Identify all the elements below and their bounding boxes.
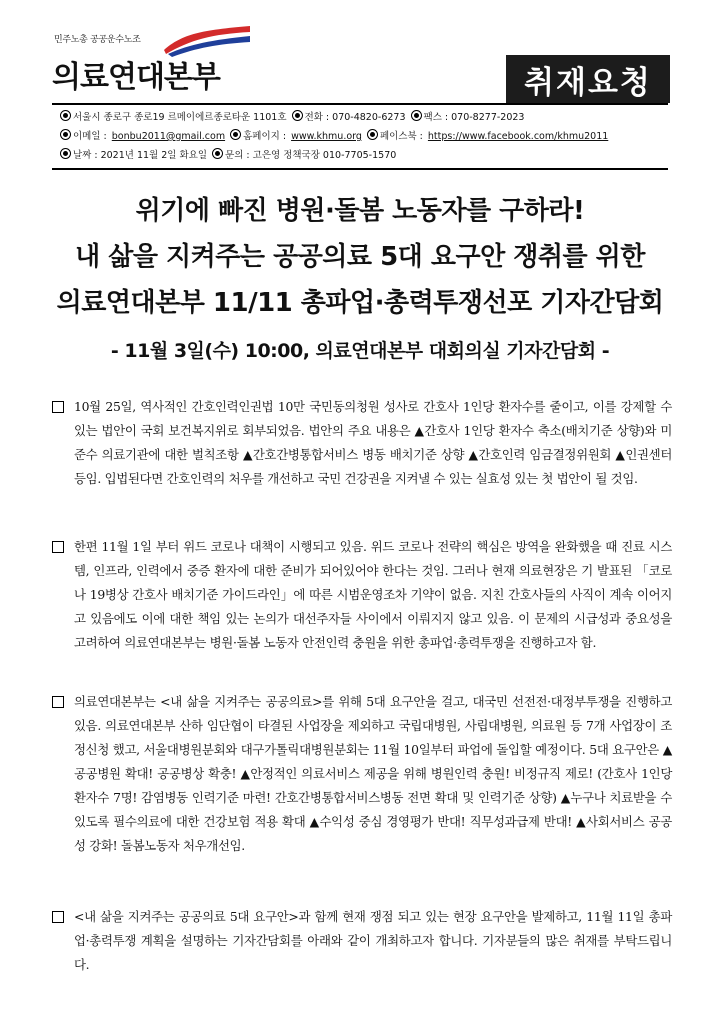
- paragraph-2: [52, 535, 672, 655]
- checkbox-bullet-icon: [52, 401, 64, 413]
- facebook-label: 페이스북 :: [379, 131, 426, 142]
- bullet-icon: [230, 129, 241, 140]
- contact-row-date: [60, 146, 670, 165]
- bullet-icon: [60, 129, 71, 140]
- paragraph-4-text: <내 삶을 지켜주는 공공의료 5대 요구안>과 함께 현재 쟁점 되고 있는 현장 요구안을 발제하고, 11월 11일 총파업·총력투쟁 계획을 설명하는 기자간담회를 아래와 같이 개최하고자 합니다. 기자분들의 많은 취재를 부탁드립니다.: [74, 909, 672, 972]
- phone-text: 전화 : 070-4820-6273: [304, 112, 406, 123]
- bullet-icon: [60, 110, 71, 121]
- contact-row-online: [60, 127, 670, 146]
- checkbox-bullet-icon: [52, 541, 64, 553]
- contact-row-address: [60, 108, 670, 127]
- header-rule-bottom: [52, 168, 668, 170]
- subtitle: - 11월 3일(수) 10:00, 의료연대본부 대회의실 기자간담회 -: [110, 340, 610, 362]
- press-request-stamp: 취재요청: [506, 55, 670, 103]
- address-text: 서울시 종로구 종로19 르메이에르종로타운 1101호: [73, 112, 287, 123]
- union-logo: [52, 24, 252, 96]
- union-federation-name: 민주노총 공공운수노조: [54, 35, 141, 45]
- header-rule-top: [52, 103, 668, 105]
- title-line-2: 내 삶을 지켜주는 공공의료 5대 요구안 쟁취를 위한: [75, 242, 645, 272]
- homepage-label: 홈페이지 :: [243, 131, 290, 142]
- bullet-icon: [367, 129, 378, 140]
- contact-block: [60, 108, 670, 165]
- checkbox-bullet-icon: [52, 911, 64, 923]
- paragraph-4: [52, 905, 672, 977]
- fax-text: 팩스 : 070-8277-2023: [423, 112, 525, 123]
- bullet-icon: [60, 148, 71, 159]
- title-line-3: 의료연대본부 11/11 총파업·총력투쟁선포 기자간담회: [56, 288, 664, 318]
- email-label: 이메일 :: [73, 131, 110, 142]
- date-text: 날짜 : 2021년 11월 2일 화요일: [73, 150, 208, 161]
- paragraph-2-text: 한편 11월 1일 부터 위드 코로나 대책이 시행되고 있음. 위드 코로나 전략의 핵심은 방역을 완화했을 때 진료 시스템, 인프라, 인력에서 중증 환자에 대한 준비가 되어있어야 한다는 것임. 그러나 현재 의료현장은 기 발표된 「코로나 19병상 간호사 배치기준 가이드라인」에 따른 시범운영조차 기약이 없음. 지친 간호사들의 사직이 계속 이어지고 있음에도 이에 대한 책임 있는 논의가 대선주자들 사이에서 이뤄지지 않고 있음. 이 문제의 시급성과 중요성을 고려하여 의료연대본부는 병원·돌봄 노동자 안전인력 충원을 위한 총파업·총력투쟁을 진행하고자 함.: [74, 539, 672, 650]
- homepage-link[interactable]: www.khmu.org: [291, 131, 362, 142]
- bullet-icon: [292, 110, 303, 121]
- contact-person-text: 문의 : 고은영 정책국장 010-7705-1570: [225, 150, 397, 161]
- union-name: 의료연대본부: [52, 60, 220, 95]
- checkbox-bullet-icon: [52, 696, 64, 708]
- bullet-icon: [212, 148, 223, 159]
- title-line-1: 위기에 빠진 병원·돌봄 노동자를 구하라!: [135, 196, 585, 226]
- facebook-link[interactable]: https://www.facebook.com/khmu2011: [427, 131, 609, 142]
- paragraph-1-text: 10월 25일, 역사적인 간호인력인권법 10만 국민동의청원 성사로 간호사 1인당 환자수를 줄이고, 이를 강제할 수 있는 법안이 국회 보건복지위로 회부되었음. 법안의 주요 내용은 ▲간호사 1인당 환자수 축소(배치기준 상향)와 미 준수 의료기관에 대한 벌칙조항 ▲간호간병통합서비스 병동 배치기준 상향 ▲간호인력 임금결정위원회 ▲인권센터 등임. 입법된다면 간호인력의 처우를 개선하고 국민 건강권을 지켜낼 수 있는 실효성 있는 첫 법안이 될 것임.: [74, 399, 672, 486]
- bullet-icon: [411, 110, 422, 121]
- paragraph-3: [52, 690, 672, 858]
- email-link[interactable]: bonbu2011@gmail.com: [111, 131, 226, 142]
- paragraph-3-text: 의료연대본부는 <내 삶을 지켜주는 공공의료>를 위해 5대 요구안을 걸고, 대국민 선전전·대정부투쟁을 진행하고 있음. 의료연대본부 산하 임단협이 타결된 사업장을 제외하고 국립대병원, 사립대병원, 의료원 등 7개 사업장이 조정신청 했고, 서울대병원분회와 대구가톨릭대병원분회는 11월 10일부터 파업에 돌입할 예정이다. 5대 요구안은 ▲공공병원 확대! 공공병상 확충! ▲안정적인 의료서비스 제공을 위해 병원인력 충원! 비정규직 제로! (간호사 1인당 환자수 7명! 감염병동 인력기준 마련! 간호간병통합서비스병동 전면 확대 및 인력기준 상향) ▲누구나 치료받을 수 있도록 필수의료에 대한 건강보험 적용 확대 ▲수익성 중심 경영평가 반대! 직무성과급제 반대! ▲사회서비스 공공성 강화! 돌봄노동자 처우개선임.: [74, 694, 672, 853]
- paragraph-1: [52, 395, 672, 491]
